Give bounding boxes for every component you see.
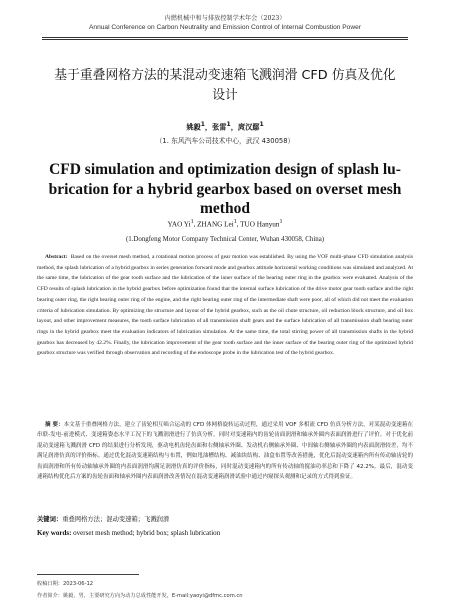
title-en-line: CFD simulation and optimization design of splash lu- <box>49 161 401 178</box>
author-affil-mark: 1 <box>226 121 231 128</box>
title-en <box>48 160 402 219</box>
affiliation-cn: （1. 东风汽车公司技术中心，武汉 430058） <box>155 137 295 145</box>
affiliation-en: (1.Dongfeng Motor Company Technical Center, Wuhan 430058, China) <box>125 236 325 243</box>
conference-header <box>0 14 450 33</box>
author-affil-mark: 1 <box>233 219 237 225</box>
abstract-cn-label: 摘 要： <box>45 422 64 428</box>
abstract-cn <box>37 420 413 482</box>
author-name: TUO Hanyun <box>240 220 280 229</box>
conference-name-cn: 内燃机械中和与排放控制学术年会（2023） <box>164 15 286 22</box>
keywords-en-label: Key words: <box>37 529 72 537</box>
author-name: YAO Yi <box>167 220 191 229</box>
abstract-cn-text: 本文基于重叠网格方法，建立了齿轮相互啮合运动的 CFD 体网格旋转运动过程，通过采用 VOF 多相流 CFD 仿真分析方法，对某混动变速箱在串联-发电-前进模式、变速箱姿态水平工况下的飞溅润滑进行了仿真分析，同时对变速箱内的齿轮齿面润滑和轴承外圈内表面润滑进行了评价。对于优化前混动变速箱飞溅润滑 CFD 的结果进行分析发现，驱动电机齿轮齿面和右侧轴承外圈、发动机右侧轴承外圈、中间轴右侧轴承外圈的内表面润滑较差，均不满足润滑仿真的评价指标。通过优化混动变速箱结构与布置，例如甩油槽结构、减油块结构、油盒布置等改善措施，优化后混动变速箱内所有传动轴齿轮的齿面润滑和所有传动轴轴承外圈的内表面润滑均满足润滑仿真的评价指标，同时混动变速箱内的所有传动轴的搅油功率总和下降了 42.2%。最后，混动变速箱结构优化后方案的齿轮齿面和轴承外圈内表面润滑改善情况在混动变速箱润滑试验中通过内窥探头观测和记录的方式得到验证。 <box>37 422 413 481</box>
keywords-en-text: overset mesh method; hybrid box; splash lubrication <box>73 529 221 537</box>
title-cn-line: 设计 <box>212 88 238 103</box>
header-rule-top <box>42 37 408 38</box>
abstract-en <box>37 252 413 359</box>
footnote-author-info: 作者简介：姚毅，男，主要研究方向为动力总成性能开发，E-mail:yaoyi@dfmc.com.cn <box>37 593 243 599</box>
author-name: 张雷 <box>212 122 227 132</box>
keywords-cn <box>37 514 413 523</box>
keywords-cn-label: 关键词： <box>37 516 63 523</box>
header-rule-bottom <box>42 39 408 40</box>
abstract-en-label: Abstract: <box>45 254 68 260</box>
footnote-received: 收稿日期：2023-06-12 <box>37 581 94 587</box>
footnote-rule <box>37 574 139 575</box>
title-en-line: method <box>200 200 250 217</box>
authors-cn: 姚毅$^1$，张雷$^1$，庹汉鄢$^1$ <box>186 121 264 132</box>
author-name: ZHANG Lei <box>197 220 234 229</box>
author-affil-mark: 1 <box>279 219 283 225</box>
conference-name-en: Annual Conference on Carbon Neutrality and Emission Control of Internal Combustion Power <box>89 24 361 31</box>
author-affil-mark: 1 <box>190 219 194 225</box>
abstract-en-text: Based on the overset mesh method, a rotational motion process of gear motion was established. By using the VOF multi-phase CFD simulation analysis method, the splash lubrication of a hybrid gearbox in series generation forward mode and gearbox attitude horizontal working conditions was simulated and analyzed. At the same time, the lubrication of the gear tooth surface and the lubrication of the inner surface of the bearing outer ring in the gearbox were evaluated. Analysis of the CFD results of splash lubrication in the hybrid gearbox before optimization found that the internal surface lubrication of the drive motor gear tooth surface and the right bearing outer ring, the right bearing outer ring of the engine, and the right bearing outer ring of the intermediate shaft were poor, all of which did not meet the evaluation criteria of lubrication simulation. By optimizing the structure and layout of the hybrid gearbox, such as the oil chute structure, oil reduction block structure, and oil box layout, and other improvement measures, the tooth surface lubrication of all transmission shaft gears and the surface lubrication of all transmission shaft bearing outer rings in the hybrid gearbox meet the evaluation indicators of lubrication simulation. At the same time, the total stirring power of all transmission shafts in the hybrid gearbox has decreased by 42.2%. Finally, the lubrication improvement of the gear tooth surface and the inner surface of the bearing outer ring of the optimized hybrid gearbox structure was verified through observation and recording of the endoscope probe in the lubrication test of the hybrid gearbox. <box>37 254 413 357</box>
title-cn <box>40 66 410 106</box>
author-affil-mark: 1 <box>259 121 264 128</box>
author-affil-mark: 1 <box>200 121 205 128</box>
authors-en: YAO Yi$^1$, ZHANG Lei$^1$, TUO Hanyun$^1$ <box>167 219 283 229</box>
title-cn-line: 基于重叠网格方法的某混动变速箱飞溅润滑 CFD 仿真及优化 <box>54 68 396 83</box>
author-name: 庹汉鄢 <box>237 122 260 132</box>
author-name: 姚毅 <box>186 122 201 132</box>
keywords-en <box>37 529 413 537</box>
keywords-cn-text: 重叠网格方法；混动变速箱；飞溅润滑 <box>62 516 170 523</box>
title-en-line: brication for a hybrid gearbox based on overset mesh <box>48 180 402 198</box>
